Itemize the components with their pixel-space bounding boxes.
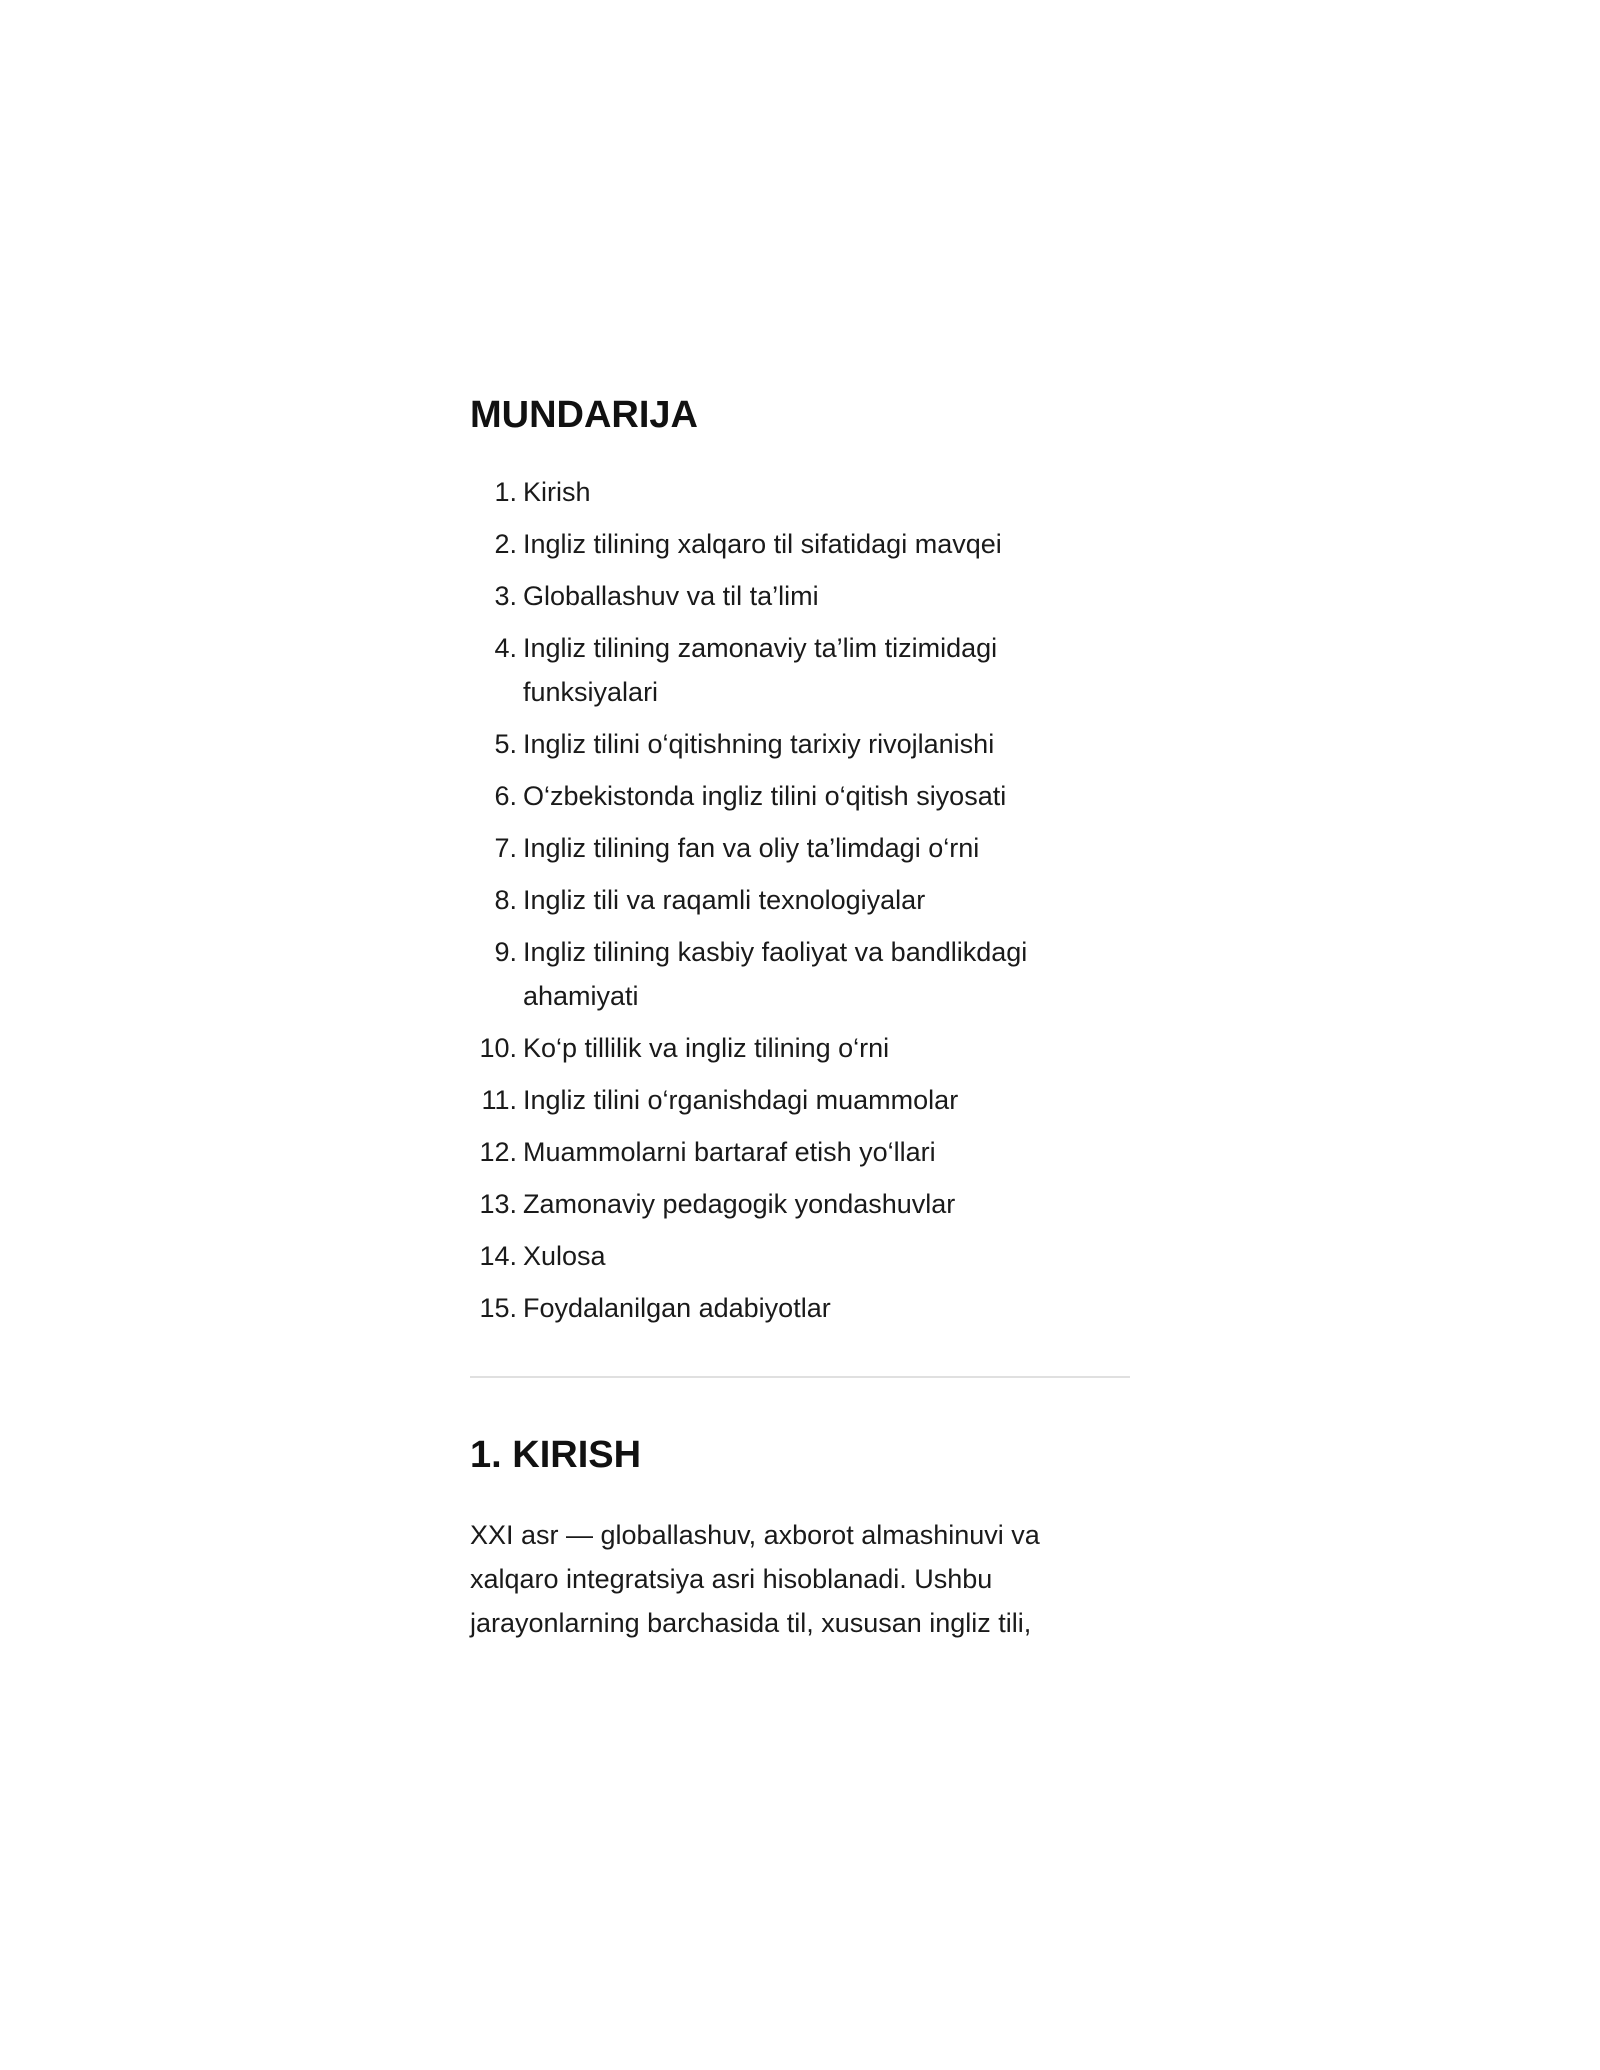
- toc-item: [470, 626, 1130, 714]
- toc-title: MUNDARIJA: [470, 394, 698, 436]
- toc-item-number: 2.: [494, 528, 517, 559]
- toc-item-number: 8.: [494, 884, 517, 915]
- toc-item-number: 9.: [494, 936, 517, 967]
- toc-item: [470, 574, 1130, 618]
- toc-item: [470, 1182, 1130, 1226]
- toc-item: [470, 826, 1130, 870]
- toc-list: [470, 470, 1130, 1330]
- toc-item-number: 13.: [479, 1188, 517, 1219]
- toc-item-text: Ingliz tilini o‘rganishdagi muammolar: [523, 1084, 959, 1115]
- toc-item: [470, 1026, 1130, 1070]
- toc-item: [470, 878, 1130, 922]
- toc-item: [470, 1286, 1130, 1330]
- toc-item-text: Globallashuv va til ta’limi: [523, 580, 819, 611]
- toc-item-text: Ingliz tilining kasbiy faoliyat va bandlikdagi ahamiyati: [523, 936, 1028, 1011]
- toc-item-text: Zamonaviy pedagogik yondashuvlar: [523, 1188, 956, 1219]
- toc-item-text: Foydalanilgan adabiyotlar: [523, 1292, 831, 1323]
- toc-item: [470, 930, 1130, 1018]
- toc-item: [470, 470, 1130, 514]
- toc-item-number: 15.: [479, 1292, 517, 1323]
- toc-item-text: Ko‘p tillilik va ingliz tilining o‘rni: [523, 1032, 890, 1063]
- toc-item-number: 3.: [494, 580, 517, 611]
- toc-item: [470, 774, 1130, 818]
- document-content: [470, 392, 1130, 1645]
- toc-item-number: 7.: [494, 832, 517, 863]
- toc-item-number: 11.: [481, 1084, 517, 1115]
- toc-item-number: 10.: [479, 1032, 517, 1063]
- toc-item-number: 5.: [494, 728, 517, 759]
- toc-item-number: 6.: [494, 780, 517, 811]
- toc-item-text: Ingliz tilining xalqaro til sifatidagi mavqei: [523, 528, 1002, 559]
- toc-item-text: Kirish: [523, 476, 591, 507]
- toc-item-text: Ingliz tilining fan va oliy ta’limdagi o‘rni: [523, 832, 980, 863]
- toc-item: [470, 1130, 1130, 1174]
- section-divider: [470, 1376, 1130, 1378]
- toc-item-text: Xulosa: [523, 1240, 606, 1271]
- toc-item: [470, 522, 1130, 566]
- toc-item-text: Ingliz tili va raqamli texnologiyalar: [523, 884, 926, 915]
- toc-item-number: 1.: [494, 476, 517, 507]
- toc-item: [470, 1234, 1130, 1278]
- toc-item-text: Ingliz tilining zamonaviy ta’lim tizimidagi funksiyalari: [523, 632, 998, 707]
- toc-item: [470, 722, 1130, 766]
- toc-item: [470, 1078, 1130, 1122]
- toc-item-text: O‘zbekistonda ingliz tilini o‘qitish siyosati: [523, 780, 1007, 811]
- toc-item-text: Muammolarni bartaraf etish yo‘llari: [523, 1136, 936, 1167]
- toc-item-text: Ingliz tilini o‘qitishning tarixiy rivojlanishi: [523, 728, 995, 759]
- toc-item-number: 4.: [494, 632, 517, 663]
- section-heading: 1. KIRISH: [470, 1433, 642, 1476]
- section-paragraph: XXI asr — globallashuv, axborot almashinuvi va xalqaro integratsiya asri hisoblanadi. Ushbu jarayonlarning barchasida til, xususan ingliz tili,: [470, 1520, 1040, 1638]
- toc-item-number: 14.: [479, 1240, 517, 1271]
- toc-item-number: 12.: [479, 1136, 517, 1167]
